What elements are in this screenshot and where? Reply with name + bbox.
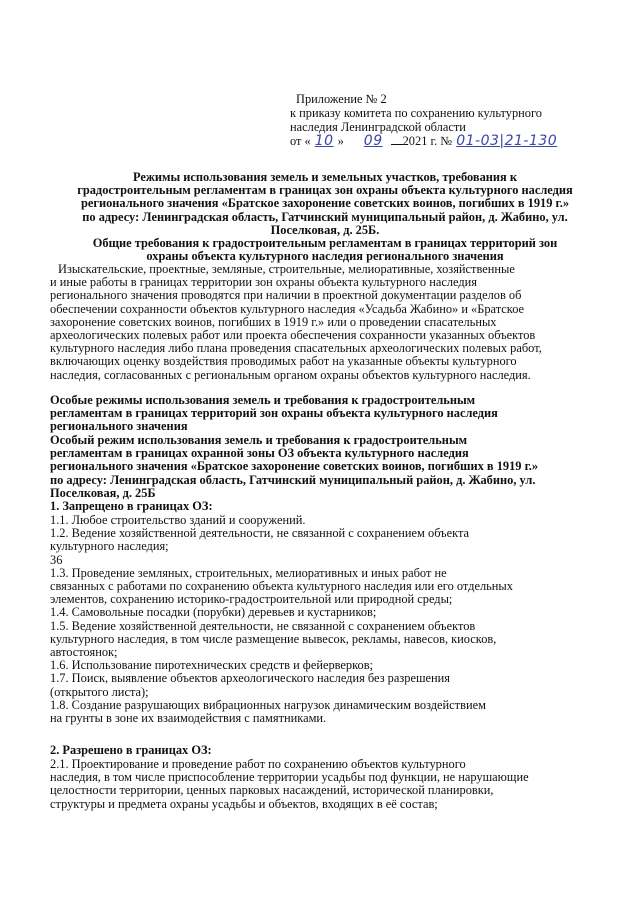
date-year: 2021 г. № — [402, 134, 453, 148]
section1-line: 36 — [50, 552, 63, 567]
special-heading — [50, 394, 498, 434]
section1-line: связанных с работами по сохранению объекта культурного наследия или его отдельных — [50, 579, 513, 594]
general-text-line: обеспечении сохранности объектов культурного наследия «Усадьба Жабино» и «Братское — [50, 301, 525, 316]
section1-list — [50, 514, 513, 725]
section1-heading: 1. Запрещено в границах ОЗ: — [50, 499, 213, 513]
section2-heading: 2. Разрешено в границах ОЗ: — [50, 743, 212, 757]
general-text-line: археологических полевых работ или проекта обеспечения сохранности указанных объектов — [50, 328, 536, 343]
section1-line: автостоянок; — [50, 645, 118, 660]
general-heading — [40, 237, 610, 263]
section2-line: структуры и предмета охраны усадьбы и объектов, входящих в её состав; — [50, 796, 438, 811]
oz-heading-line: регионального значения «Братское захоронение советских воинов, погибших в 1919 г.» — [50, 459, 539, 474]
handwritten-order-number: 01-03|21-130 — [456, 133, 558, 149]
section2-list — [50, 758, 529, 811]
section2-line: 2.1. Проектирование и проведение работ по сохранению объектов культурного — [50, 757, 466, 771]
appendix-title: Приложение № 2 — [296, 92, 387, 106]
handwritten-day: 10 — [314, 133, 334, 149]
section1-line: 1.1. Любое строительство зданий и сооружений. — [50, 513, 306, 527]
oz-heading-line: Поселковая, д. 25Б — [50, 485, 156, 500]
section1-line: 1.5. Ведение хозяйственной деятельности, не связанной с сохранением объектов — [50, 618, 476, 633]
general-heading-line: охраны объекта культурного наследия регионального значения — [146, 249, 504, 264]
section1-line: 1.8. Создание разрушающих вибрационных нагрузок динамическим воздействием — [50, 697, 486, 712]
handwritten-month: 09 — [363, 133, 383, 149]
section1-line: 1.7. Поиск, выявление объектов археологического наследия без разрешения — [50, 671, 450, 686]
appendix-order-line: к приказу комитета по сохранению культурного — [290, 106, 542, 120]
section1-line: культурного наследия; — [50, 539, 169, 554]
special-heading-line: регионального значения — [50, 419, 188, 434]
title-line: Поселковая, д. 25Б. — [270, 222, 380, 237]
section1-line: 1.2. Ведение хозяйственной деятельности, не связанной с сохранением объекта — [50, 526, 470, 541]
appendix-date-line — [290, 135, 557, 148]
general-text-line: Изыскательские, проектные, земляные, строительные, мелиоративные, хозяйственные — [58, 262, 515, 276]
document-title — [40, 171, 610, 237]
oz-heading — [50, 434, 538, 500]
general-text-line: культурного наследия либо плана проведения спасательных археологических полевых работ, — [50, 341, 542, 356]
oz-heading-line: Особый режим использования земель и требования к градостроительным — [50, 433, 468, 447]
general-text — [50, 263, 542, 382]
title-line: градостроительным регламентам в границах зон охраны объекта культурного наследия — [77, 183, 573, 198]
section1-line: 1.6. Использование пиротехнических средств и фейерверков; — [50, 658, 374, 673]
date-prefix: от « — [290, 134, 311, 148]
general-text-line: включающих оценку воздействия проводимых работ на указанные объекты культурного — [50, 354, 517, 369]
oz-heading-line: регламентам в границах охранной зоны ОЗ объекта культурного наследия — [50, 446, 469, 461]
date-sep: » — [337, 134, 344, 148]
section1-line: элементов, сохранению историко-градостроительной или природной среды; — [50, 592, 453, 607]
section1-line: 1.4. Самовольные посадки (порубки) деревьев и кустарников; — [50, 605, 377, 620]
special-heading-line: регламентам в границах территорий зон охраны объекта культурного наследия — [50, 406, 498, 421]
appendix-committee-line: наследия Ленинградской области — [290, 120, 466, 134]
general-text-line: наследия, согласованных с региональным органом охраны объектов культурного наследия. — [50, 367, 531, 382]
section1-line: 1.3. Проведение земляных, строительных, мелиоративных и иных работ не — [50, 565, 447, 580]
general-text-line: регионального значения проводятся при наличии в проектной документации разделов об — [50, 288, 522, 303]
general-heading-line: Общие требования к градостроительным регламентам в границах территорий зон — [92, 236, 558, 250]
section1-line: (открытого листа); — [50, 684, 149, 699]
section1-line: культурного наследия, в том числе размещение вывесок, рекламы, навесов, киосков, — [50, 631, 497, 646]
general-text-line: захоронение советских воинов, погибших в 1919 г.» или о проведении спасательных — [50, 314, 497, 329]
title-line: Режимы использования земель и земельных участков, требования к — [133, 170, 517, 184]
section2-line: наследия, в том числе приспособление территории усадьбы под функции, не нарушающие — [50, 770, 529, 785]
general-text-line: и иные работы в границах территории зон охраны объекта культурного наследия — [50, 275, 477, 290]
special-heading-line: Особые режимы использования земель и требования к градостроительным — [50, 393, 476, 407]
title-line: по адресу: Ленинградская область, Гатчинский муниципальный район, д. Жабино, ул. — [82, 209, 568, 224]
section1-line: на грунты в зоне их взаимодействия с памятниками. — [50, 711, 327, 726]
title-line: регионального значения «Братское захоронение советских воинов, погибших в 1919 г.» — [80, 196, 570, 211]
section2-line: целостности территории, ценных парковых насаждений, исторической планировки, — [50, 783, 494, 798]
oz-heading-line: по адресу: Ленинградская область, Гатчинский муниципальный район, д. Жабино, ул. — [50, 472, 536, 487]
